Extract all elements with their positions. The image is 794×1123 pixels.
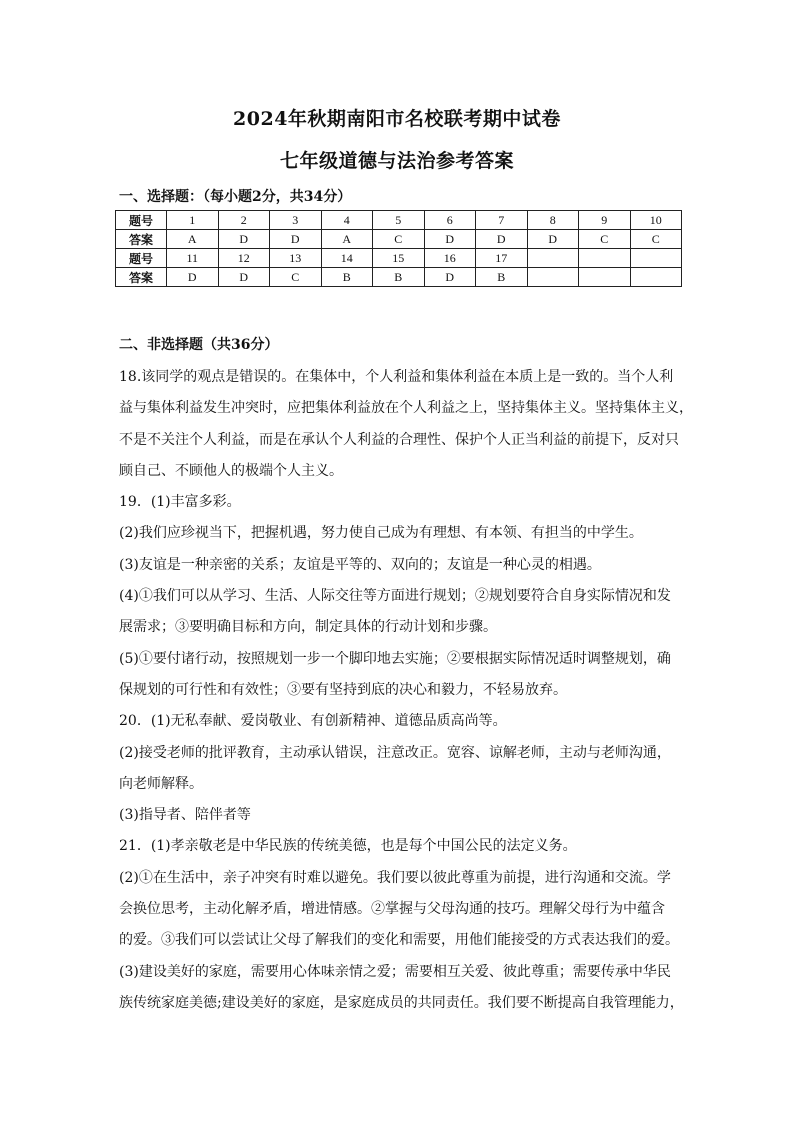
section-heading-choice: 一、选择题：（每小题2分，共34分）	[119, 189, 352, 205]
answer-line: (2)接受老师的批评教育，主动承认错误，注意改正。宽容、谅解老师，主动与老师沟通，	[119, 744, 671, 761]
page-title: 2024年秋期南阳市名校联考期中试卷	[233, 108, 561, 130]
table-cell: D	[167, 268, 219, 287]
table-cell: 2	[218, 211, 270, 230]
table-cell: D	[218, 230, 270, 249]
table-cell: B	[476, 268, 528, 287]
answer-line: (3)指导者、陪伴者等	[119, 807, 251, 824]
table-cell: D	[476, 230, 528, 249]
answer-line: (4)①我们可以从学习、生活、人际交往等方面进行规划；②规划要符合自身实际情况和发	[119, 588, 671, 605]
table-cell: 7	[476, 211, 528, 230]
answer-line: 顾自己、不顾他人的极端个人主义。	[119, 462, 343, 479]
answer-line: 21．(1)孝亲敬老是中华民族的传统美德，也是每个中国公民的法定义务。	[119, 838, 577, 855]
answer-line: 向老师解释。	[119, 775, 203, 792]
row-label: 答案	[116, 268, 167, 287]
answer-line: (3)友谊是一种亲密的关系；友谊是平等的、双向的；友谊是一种心灵的相遇。	[119, 556, 601, 573]
table-cell: A	[167, 230, 219, 249]
table-cell: C	[579, 230, 631, 249]
table-cell: 9	[579, 211, 631, 230]
section-heading-nonchoice: 二、非选择题（共36分）	[119, 337, 279, 353]
answer-line: 保规划的可行性和有效性；③要有坚持到底的决心和毅力，不轻易放弃。	[119, 681, 567, 698]
answer-line: (3)建设美好的家庭，需要用心体味亲情之爱；需要相互关爱、彼此尊重；需要传承中华民	[119, 963, 671, 980]
answer-line: 益与集体利益发生冲突时，应把集体利益放在个人利益之上，坚持集体主义。坚持集体主义，	[119, 400, 693, 417]
table-cell: B	[321, 268, 373, 287]
table-cell: 10	[630, 211, 682, 230]
table-cell	[630, 249, 682, 268]
answer-line: 19．(1)丰富多彩。	[119, 494, 241, 511]
table-cell: C	[373, 230, 425, 249]
page-subtitle: 七年级道德与法治参考答案	[279, 150, 514, 172]
answer-line: 展需求；③要明确目标和方向，制定具体的行动计划和步骤。	[119, 619, 497, 636]
table-cell	[579, 268, 631, 287]
table-row	[116, 249, 682, 268]
table-row	[116, 230, 682, 249]
table-cell	[527, 249, 579, 268]
table-cell: D	[218, 268, 270, 287]
table-cell: D	[270, 230, 322, 249]
table-cell: D	[424, 230, 476, 249]
table-cell: 3	[270, 211, 322, 230]
table-cell: B	[373, 268, 425, 287]
answer-line: 18.该同学的观点是错误的。在集体中，个人利益和集体利益在本质上是一致的。当个人利	[119, 369, 674, 385]
answer-line: 不是不关注个人利益，而是在承认个人利益的合理性、保护个人正当利益的前提下，反对只	[119, 431, 679, 448]
table-cell: A	[321, 230, 373, 249]
table-cell: C	[630, 230, 682, 249]
row-label: 答案	[116, 230, 167, 249]
table-cell: 4	[321, 211, 373, 230]
table-cell: 5	[373, 211, 425, 230]
table-cell: D	[527, 230, 579, 249]
table-cell	[579, 249, 631, 268]
table-row	[116, 268, 682, 287]
table-cell: 16	[424, 249, 476, 268]
table-cell: 14	[321, 249, 373, 268]
answer-body	[119, 362, 693, 1019]
table-cell: 8	[527, 211, 579, 230]
answer-line: (5)①要付诸行动，按照规划一步一个脚印地去实施；②要根据实际情况适时调整规划，确	[119, 650, 671, 667]
answer-table	[115, 210, 682, 287]
table-cell: D	[424, 268, 476, 287]
table-cell: C	[270, 268, 322, 287]
answer-line: 20．(1)无私奉献、爱岗敬业、有创新精神、道德品质高尚等。	[119, 713, 507, 730]
table-cell: 6	[424, 211, 476, 230]
table-cell	[630, 268, 682, 287]
table-cell: 1	[167, 211, 219, 230]
answer-line: 会换位思考，主动化解矛盾，增进情感。②掌握与父母沟通的技巧。理解父母行为中蕴含	[119, 901, 665, 918]
table-cell	[527, 268, 579, 287]
answer-line: (2)我们应珍视当下，把握机遇，努力使自己成为有理想、有本领、有担当的中学生。	[119, 525, 643, 542]
table-cell: 17	[476, 249, 528, 268]
table-cell: 11	[167, 249, 219, 268]
answer-line: (2)①在生活中，亲子冲突有时难以避免。我们要以彼此尊重为前提，进行沟通和交流。学	[119, 869, 671, 886]
answer-line: 的爱。③我们可以尝试让父母了解我们的变化和需要，用他们能接受的方式表达我们的爱。	[119, 932, 679, 949]
table-row	[116, 211, 682, 230]
table-cell: 12	[218, 249, 270, 268]
table-cell: 15	[373, 249, 425, 268]
row-label: 题号	[116, 211, 167, 230]
table-cell: 13	[270, 249, 322, 268]
answer-line: 族传统家庭美德;建设美好的家庭，是家庭成员的共同责任。我们要不断提高自我管理能力，	[119, 994, 684, 1011]
row-label: 题号	[116, 249, 167, 268]
